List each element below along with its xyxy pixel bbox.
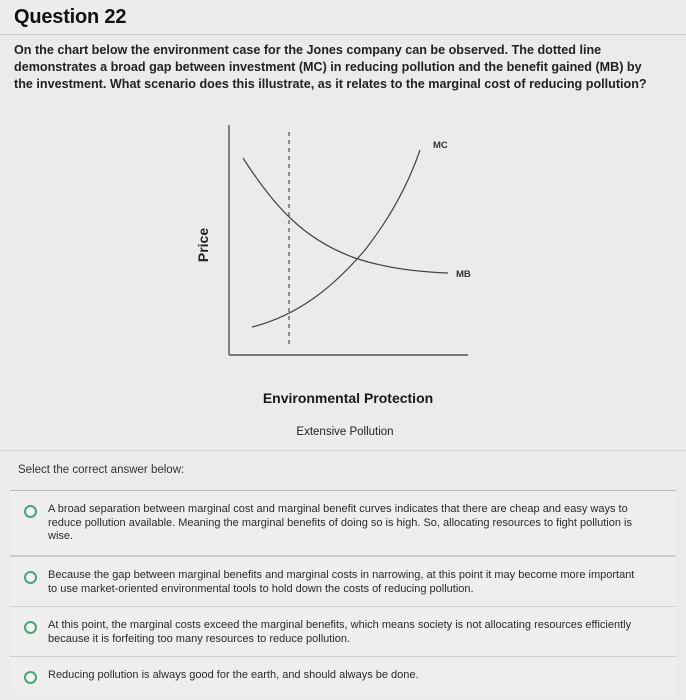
answer-option-1[interactable] bbox=[10, 490, 676, 556]
answer-option-2[interactable] bbox=[10, 556, 676, 606]
chart-title: Environmental Protection bbox=[262, 390, 434, 406]
question-header bbox=[0, 0, 686, 35]
radio-button-icon[interactable] bbox=[24, 621, 37, 634]
answer-option-label: A broad separation between marginal cost and marginal benefit curves indicates that there are cheap and easy ways to reduce pollution available. Meaning the marginal benefits of doing so is high. So, allocating resources to fight pollution is wise. bbox=[48, 503, 632, 542]
answer-option-label: At this point, the marginal costs exceed the marginal benefits, which means society is not allocating resources efficiently because it is forfeiting too many resources to reduce pollution. bbox=[48, 619, 632, 645]
radio-button-icon[interactable] bbox=[24, 671, 37, 684]
mc-curve bbox=[252, 150, 420, 327]
question-text: On the chart below the environment case for the Jones company can be observed. The dotted line demonstrates a broad gap between investment (MC) in reducing pollution and the benefit gained (MB) by the investment. What scenario does this illustrate, as it relates to the marginal cost of reducing pollution? bbox=[14, 43, 647, 91]
mb-curve bbox=[243, 158, 448, 273]
chart bbox=[0, 100, 686, 390]
answer-option-4[interactable] bbox=[10, 656, 676, 694]
answer-option-label: Because the gap between marginal benefits and marginal costs in narrowing, at this point it may become more important to use market-oriented environmental tools to hold down the costs of reducing pollution. bbox=[48, 569, 635, 595]
answer-options bbox=[10, 490, 676, 694]
radio-button-icon[interactable] bbox=[24, 571, 37, 584]
y-axis-label: Price bbox=[195, 227, 211, 263]
chart-subtitle: Extensive Pollution bbox=[296, 426, 394, 438]
radio-button-icon[interactable] bbox=[24, 505, 37, 518]
mc-label: MC bbox=[433, 140, 448, 151]
mb-label: MB bbox=[456, 269, 471, 280]
question-title: Question 22 bbox=[14, 6, 127, 28]
answer-option-label: Reducing pollution is always good for the earth, and should always be done. bbox=[48, 669, 419, 681]
answer-option-3[interactable] bbox=[10, 606, 676, 656]
answer-prompt: Select the correct answer below: bbox=[18, 464, 185, 476]
